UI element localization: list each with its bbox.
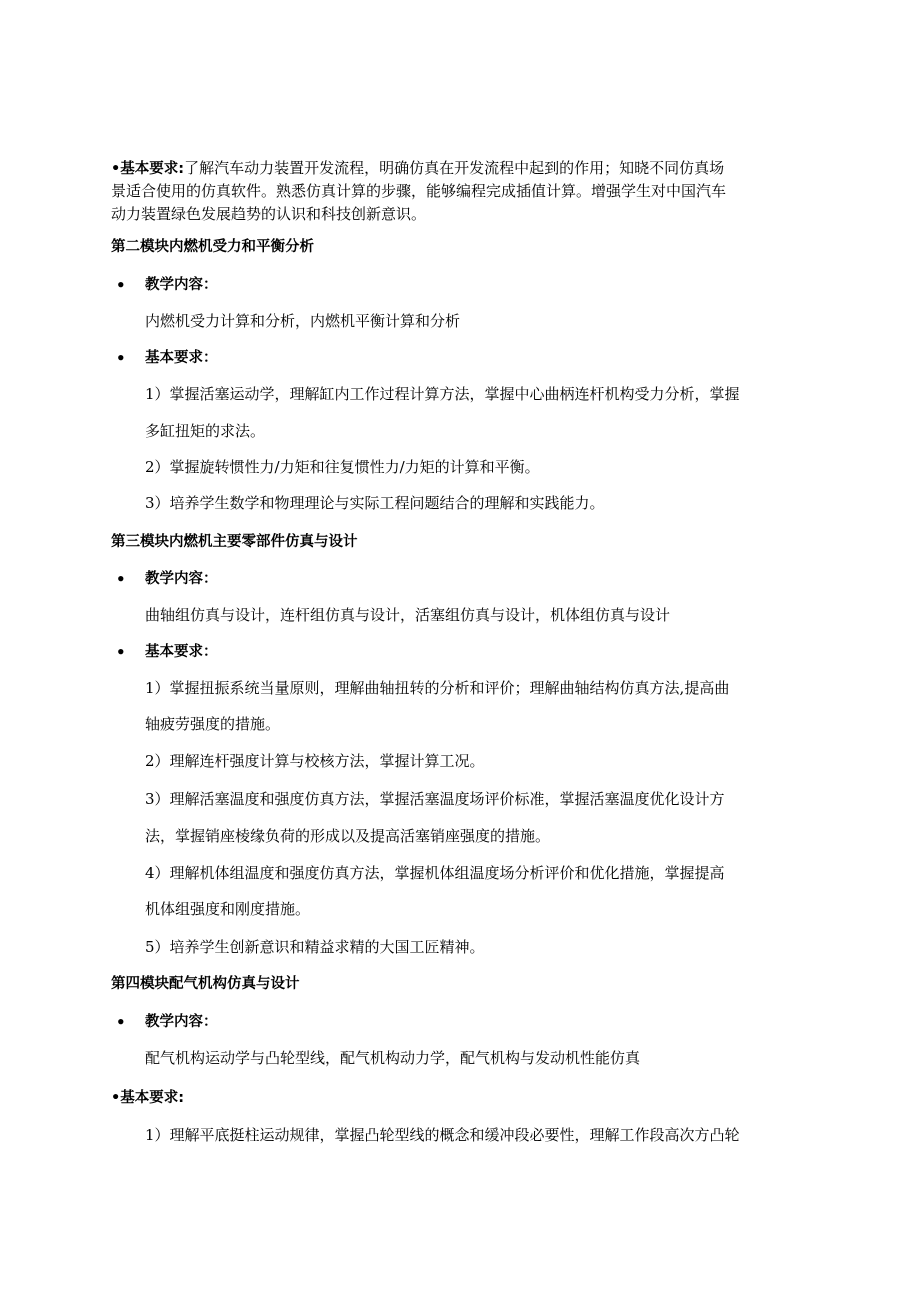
module2-title: 第二模块内燃机受力和平衡分析 xyxy=(111,239,314,255)
intro-line-1 xyxy=(111,157,724,180)
module3-title: 第三模块内燃机主要零部件仿真与设计 xyxy=(111,534,358,550)
module3-content-label: 教学内容： xyxy=(145,571,218,587)
module3-content-text: 曲轴组仿真与设计，连杆组仿真与设计，活塞组仿真与设计，机体组仿真与设计 xyxy=(145,606,671,624)
module2-bullet-req: • xyxy=(116,349,126,367)
intro-label: •基本要求 xyxy=(111,161,179,177)
module3-req1-line2: 轴疲劳强度的措施。 xyxy=(145,715,281,733)
module3-bullet-content: • xyxy=(116,570,126,588)
module3-req4-line1: 4）理解机体组温度和强度仿真方法，掌握机体组温度场分析评价和优化措施，掌握提高 xyxy=(145,864,725,882)
module4-req1-line1: 1）理解平底挺柱运动规律，掌握凸轮型线的概念和缓冲段必要性，理解工作段高次方凸轮 xyxy=(145,1126,740,1144)
module3-req2: 2）理解连杆强度计算与校核方法，掌握计算工况。 xyxy=(145,752,485,770)
module2-req1-line1: 1）掌握活塞运动学，理解缸内工作过程计算方法，掌握中心曲柄连杆机构受力分析，掌握 xyxy=(145,385,740,403)
module2-content-text: 内燃机受力计算和分析，内燃机平衡计算和分析 xyxy=(145,312,461,330)
module3-req4-line2: 机体组强度和刚度措施。 xyxy=(145,900,311,918)
intro-text-1: 了解汽车动力装置开发流程，明确仿真在开发流程中起到的作用；知晓不同仿真场 xyxy=(184,159,725,177)
intro-line-3: 动力装置绿色发展趋势的认识和科技创新意识。 xyxy=(111,205,427,223)
module2-req1-line2: 多缸扭矩的求法。 xyxy=(145,422,266,440)
module3-req3-line1: 3）理解活塞温度和强度仿真方法，掌握活塞温度场评价标准，掌握活塞温度优化设计方 xyxy=(145,790,725,808)
module2-content-label: 教学内容： xyxy=(145,277,218,293)
module2-bullet-content: • xyxy=(116,276,126,294)
module3-req1-line1: 1）掌握扭振系统当量原则，理解曲轴扭转的分析和评价；理解曲轴结构仿真方法,提高曲 xyxy=(145,679,730,697)
module4-title: 第四模块配气机构仿真与设计 xyxy=(111,976,300,992)
intro-line-2: 景适合使用的仿真软件。熟悉仿真计算的步骤，能够编程完成插值计算。增强学生对中国汽车 xyxy=(111,182,727,200)
module4-req-label: •基本要求: xyxy=(111,1090,185,1106)
intro-colon: : xyxy=(178,161,185,177)
module3-req3-line2: 法，掌握销座棱缘负荷的形成以及提高活塞销座强度的措施。 xyxy=(145,827,551,845)
module2-req-label: 基本要求： xyxy=(145,350,218,366)
module2-req2: 2）掌握旋转惯性力/力矩和往复惯性力/力矩的计算和平衡。 xyxy=(145,458,540,476)
module3-req5: 5）培养学生创新意识和精益求精的大国工匠精神。 xyxy=(145,938,485,956)
module4-content-label: 教学内容： xyxy=(145,1014,218,1030)
module2-req3: 3）培养学生数学和物理理论与实际工程问题结合的理解和实践能力。 xyxy=(145,494,605,512)
module3-bullet-req: • xyxy=(116,643,126,661)
module3-req-label: 基本要求： xyxy=(145,644,218,660)
module4-content-text: 配气机构运动学与凸轮型线，配气机构动力学，配气机构与发动机性能仿真 xyxy=(145,1049,641,1067)
module4-bullet-content: • xyxy=(116,1013,126,1031)
